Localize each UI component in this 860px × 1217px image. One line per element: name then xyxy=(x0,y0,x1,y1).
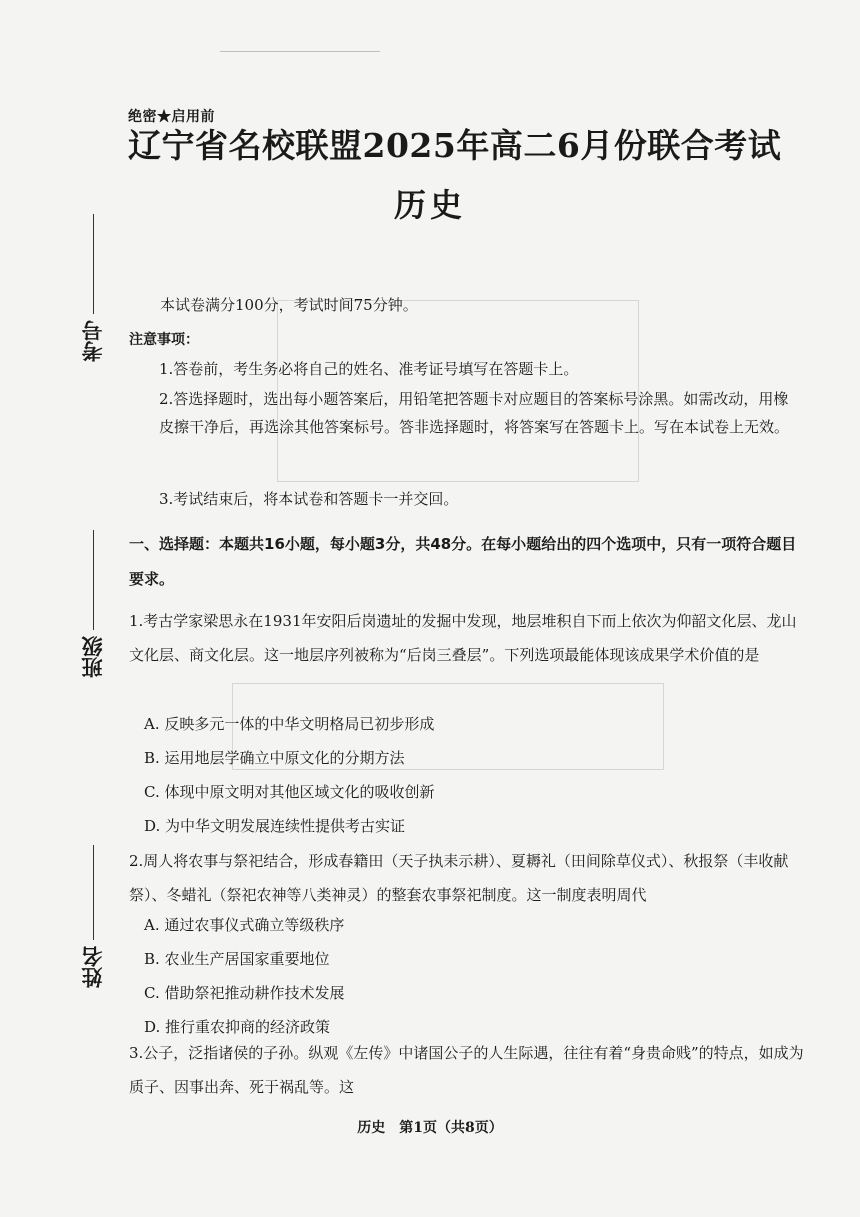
notice-item: 3.考试结束后，将本试卷和答题卡一并交回。 xyxy=(159,490,459,508)
class-line xyxy=(93,530,94,630)
question-1-option-b[interactable]: B. 运用地层学确立中原文化的分期方法 xyxy=(144,749,405,767)
exam-number-label: 考号 xyxy=(81,320,105,362)
exam-number-field[interactable] xyxy=(78,214,108,362)
question-2-option-c[interactable]: C. 借助祭祀推动耕作技术发展 xyxy=(144,984,345,1002)
class-label: 班级 xyxy=(81,636,105,678)
question-2-option-b[interactable]: B. 农业生产居国家重要地位 xyxy=(144,950,330,968)
question-3-stem: 3.公子，泛指诸侯的子孙。纵观《左传》中诸国公子的人生际遇，往往有着“身贵命贱”的特点，如成为质子、因事出奔、死于祸乱等。这 xyxy=(129,1044,804,1096)
notice-item: 1.答卷前，考生务必将自己的姓名、准考证号填写在答题卡上。 xyxy=(159,360,579,378)
page-footer: 历史 第1页（共8页） xyxy=(357,1120,503,1136)
question-2-option-d[interactable]: D. 推行重农抑商的经济政策 xyxy=(144,1018,331,1036)
exam-number-line xyxy=(93,214,94,314)
question-2-option-a[interactable]: A. 通过农事仪式确立等级秩序 xyxy=(144,916,345,934)
question-1-option-d[interactable]: D. 为中华文明发展连续性提供考古实证 xyxy=(144,817,406,835)
exam-intro: 本试卷满分100分，考试时间75分钟。 xyxy=(160,296,418,314)
question-1-option-c[interactable]: C. 体现中原文明对其他区域文化的吸收创新 xyxy=(144,783,435,801)
question-1-stem: 1.考古学家梁思永在1931年安阳后岗遗址的发掘中发现，地层堆积自下而上依次为仰韶文化层、龙山文化层、商文化层。这一地层序列被称为“后岗三叠层”。下列选项最能体现该成果学术价值的是 xyxy=(129,612,797,664)
name-field[interactable] xyxy=(78,845,108,988)
exam-title: 辽宁省名校联盟2025年高二6月份联合考试 xyxy=(128,126,782,165)
class-field[interactable] xyxy=(78,530,108,678)
top-divider xyxy=(220,51,380,52)
question-1-option-a[interactable]: A. 反映多元一体的中华文明格局已初步形成 xyxy=(144,715,435,733)
subject-title: 历史 xyxy=(393,186,466,224)
section-heading: 一、选择题：本题共16小题，每小题3分，共48分。在每小题给出的四个选项中，只有一项符合题目要求。 xyxy=(129,535,797,588)
name-label: 姓名 xyxy=(81,946,105,988)
confidential-mark: 绝密★启用前 xyxy=(128,109,215,125)
notice-title: 注意事项： xyxy=(129,332,199,348)
notice-item: 2.答选择题时，选出每小题答案后，用铅笔把答题卡对应题目的答案标号涂黑。如需改动，用橡皮擦干净后，再选涂其他答案标号。答非选择题时，将答案写在答题卡上。写在本试卷上无效。 xyxy=(159,390,790,436)
name-line xyxy=(93,845,94,940)
question-2-stem: 2.周人将农事与祭祀结合，形成春籍田（天子执耒示耕）、夏耨礼（田间除草仪式）、秋报祭（丰收献祭）、冬蜡礼（祭祀农神等八类神灵）的整套农事祭祀制度。这一制度表明周代 xyxy=(129,852,789,904)
